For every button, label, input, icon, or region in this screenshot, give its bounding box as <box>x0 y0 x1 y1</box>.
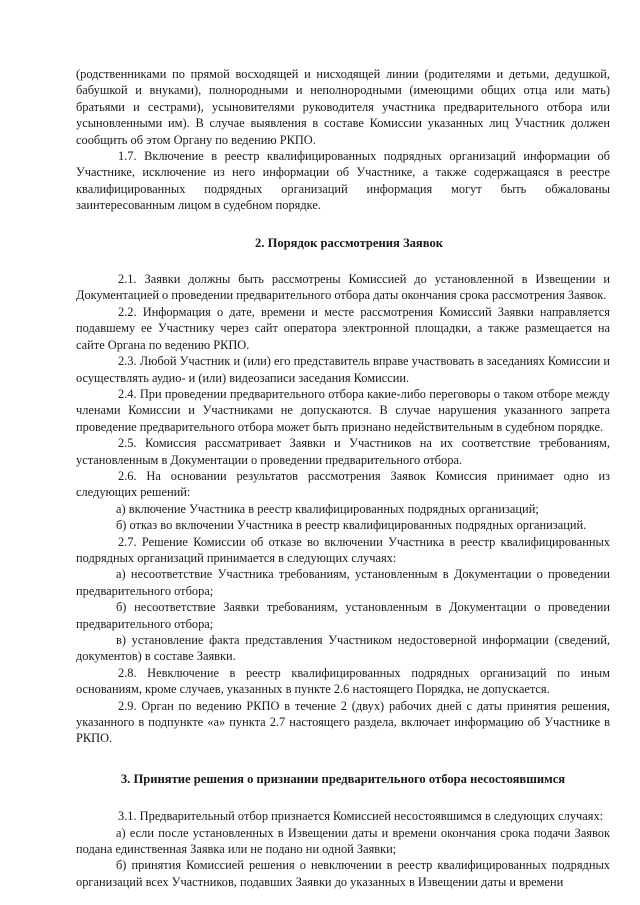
document-page <box>76 66 610 890</box>
paragraph-3-1-b: б) принятия Комиссией решения о невключении в реестр квалифицированных подрядных организаций всех Участников, подавших Заявки до указанных в Извещении даты и времени <box>76 858 610 889</box>
paragraph-2-7-b: б) несоответствие Заявки требованиям, установленным в Документации о проведении предварительного отбора; <box>76 600 610 631</box>
section-2-heading: 2. Порядок рассмотрения Заявок <box>254 235 444 250</box>
paragraph-2-7: 2.7. Решение Комиссии об отказе во включении Участника в реестр квалифицированных подрядных организаций принимается в следующих случаях: <box>76 534 610 565</box>
paragraph-2-8: 2.8. Невключение в реестр квалифицированных подрядных организаций по иным основаниям, кроме случаев, указанных в пункте 2.6 настоящего Порядка, не допускается. <box>76 665 610 697</box>
paragraph-2-7-c: в) установление факта представления Участником недостоверной информации (сведений, документов) в составе Заявки. <box>76 633 610 664</box>
paragraph-2-3: 2.3. Любой Участник и (или) его представитель вправе участвовать в заседаниях Комиссии и осуществлять аудио- и (или) видеозаписи заседания Комиссии. <box>76 354 610 385</box>
paragraph-2-4: 2.4. При проведении предварительного отбора какие-либо переговоры о таком отборе между членами Комиссии и Участниками не допускаются. В случае нарушения указанного запрета проведение предварительного отбора может быть признано недействительным в судебном порядке. <box>76 386 610 434</box>
paragraph-2-6: 2.6. На основании результатов рассмотрения Заявок Комиссия принимает одно из следующих решений: <box>76 468 610 500</box>
paragraph-2-5: 2.5. Комиссия рассматривает Заявки и Участников на их соответствие требованиям, установленным в Документации о проведении предварительного отбора. <box>76 436 610 467</box>
paragraph-3-1-a: а) если после установленных в Извещении даты и времени окончания срока подачи Заявок подана единственная Заявка или не подано ни одной Заявки; <box>76 825 610 857</box>
section-3-heading: 3. Принятие решения о признании предварительного отбора несостоявшимся <box>120 771 566 786</box>
paragraph-2-6-a: а) включение Участника в реестр квалифицированных подрядных организаций; <box>116 501 539 516</box>
paragraph-2-1: 2.1. Заявки должны быть рассмотрены Комиссией до установленной в Извещении и Документацией о проведении предварительного отбора даты окончания срока рассмотрения Заявок. <box>76 272 610 303</box>
paragraph-intro: (родственниками по прямой восходящей и нисходящей линии (родителями и детьми, дедушкой, бабушкой и внуками), полнородными и неполнородными (имеющими общих отца или мать) братьями и сестрами), усыновителями руководителя участника предварительного отбора или усыновленными им). В случае выявления в составе Комиссии указанных лиц Участник должен сообщить об этом Органу по ведению РКПО. <box>76 67 610 147</box>
paragraph-2-9: 2.9. Орган по ведению РКПО в течение 2 (двух) рабочих дней с даты принятия решения, указанного в подпункте «а» пункта 2.7 настоящего раздела, включает информацию об Участнике в РКПО. <box>76 698 610 746</box>
paragraph-2-6-b: б) отказ во включении Участника в реестр квалифицированных подрядных организаций. <box>116 518 587 533</box>
paragraph-3-1: 3.1. Предварительный отбор признается Комиссией несостоявшимся в следующих случаях: <box>118 809 604 824</box>
paragraph-2-7-a: а) несоответствие Участника требованиям, установленным в Документации о проведении предварительного отбора; <box>76 567 610 598</box>
paragraph-2-2: 2.2. Информация о дате, времени и месте рассмотрения Комиссий Заявки направляется подавшему ее Участнику через сайт оператора электронной площадки, а также размещается на сайте Органа по ведению РКПО. <box>76 304 610 352</box>
paragraph-1-7: 1.7. Включение в реестр квалифицированных подрядных организаций информации об Участнике, исключение из него информации об Участнике, а также содержащаяся в реестре квалифицированных подрядных организаций информация могут быть обжалованы заинтересованным лицом в судебном порядке. <box>76 149 610 213</box>
